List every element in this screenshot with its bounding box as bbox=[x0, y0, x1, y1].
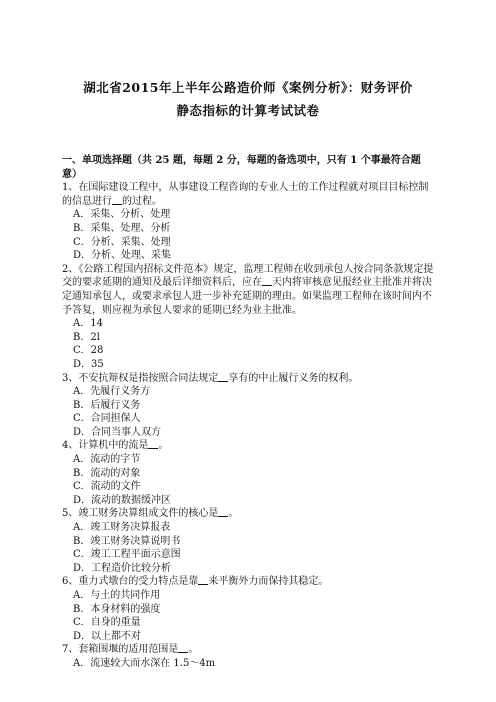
option-a: A．先履行义务方 bbox=[73, 386, 151, 398]
question-4 bbox=[62, 439, 434, 507]
question-7 bbox=[62, 643, 434, 670]
document-title-line-1: 湖北省2015年上半年公路造价师《案例分析》：财务评价 bbox=[83, 80, 413, 95]
option-a: A．与土的共同作用 bbox=[73, 590, 161, 601]
answer-blank bbox=[218, 507, 228, 517]
option-c: C．自身的重量 bbox=[73, 617, 141, 629]
question-text bbox=[62, 372, 434, 386]
option-d: D．以上都不对 bbox=[73, 630, 142, 642]
question-stem-end: 。 bbox=[188, 644, 199, 656]
question-text bbox=[62, 575, 434, 589]
option-b: B．后履行义务 bbox=[73, 399, 141, 411]
question-text bbox=[62, 181, 434, 208]
question-stem-end: 天内将审核意见报经业主批准并将决定通知承包人，或要求承包人进一步补充延期的理由。如果监理工程师在该时间内不予答复，则应视为承包人要求的延期已经为业主批准。 bbox=[62, 277, 432, 316]
option-a: A．竣工财务决算报表 bbox=[73, 522, 171, 534]
question-stem-end: 的过程。 bbox=[122, 195, 162, 207]
question-stem: 4、计算机中的流是 bbox=[62, 440, 149, 452]
question-stem-end: 享有的中止履行义务的权利。 bbox=[228, 372, 359, 384]
option-c: C．竣工工程平面示意图 bbox=[73, 549, 181, 561]
answer-blank bbox=[148, 439, 158, 449]
answer-blank bbox=[198, 575, 208, 585]
question-text bbox=[62, 439, 434, 453]
question-3 bbox=[62, 372, 434, 440]
question-text bbox=[62, 643, 434, 657]
answer-blank bbox=[112, 195, 122, 205]
option-c: C．28 bbox=[73, 345, 104, 357]
option-d: D．合同当事人双方 bbox=[73, 426, 162, 438]
option-d: D．35 bbox=[73, 358, 104, 370]
option-a: A．流动的字节 bbox=[73, 454, 141, 466]
option-c: C．分析、采集、处理 bbox=[73, 236, 171, 248]
question-2 bbox=[62, 263, 434, 372]
question-stem-end: 。 bbox=[158, 440, 169, 452]
question-stem: 7、套箱围堰的适用范围是 bbox=[62, 644, 179, 656]
option-c: C．合同担保人 bbox=[73, 413, 141, 425]
question-6 bbox=[62, 575, 434, 643]
question-5 bbox=[62, 507, 434, 575]
question-text bbox=[62, 507, 434, 521]
option-c: C．流动的文件 bbox=[73, 481, 141, 493]
section-heading: 一、单项选择题（共 25 题，每题 2 分，每题的备选项中，只有 1 个事最符合题意） bbox=[62, 155, 421, 180]
document-body bbox=[62, 154, 434, 671]
document-title-line-2: 静态指标的计算考试试卷 bbox=[176, 103, 320, 118]
answer-blank bbox=[218, 372, 228, 382]
option-b: B．2l bbox=[73, 331, 100, 343]
question-text bbox=[62, 263, 434, 317]
option-a: A．14 bbox=[73, 318, 103, 330]
question-stem: 2、《公路工程国内招标文件范本》规定，监理工程师在收到承包人按合同条款规定提交的要求延期的通知及最后详细资料后，应在 bbox=[62, 263, 434, 289]
option-d: D．分析、处理、采集 bbox=[73, 250, 172, 262]
answer-blank bbox=[262, 276, 272, 286]
question-1 bbox=[62, 181, 434, 263]
question-stem: 5、竣工财务决算组成文件的核心是 bbox=[62, 508, 219, 520]
option-d: D．流动的数据缓冲区 bbox=[73, 494, 172, 506]
question-stem: 6、重力式墩台的受力特点是靠 bbox=[62, 576, 199, 588]
option-d: D．工程造价比较分析 bbox=[73, 562, 172, 574]
option-b: B．本身材料的强度 bbox=[73, 603, 161, 615]
question-stem-end: 来平衡外力而保持其稳定。 bbox=[208, 576, 329, 588]
option-a: A．流速较大而水深在 1.5～4m bbox=[73, 657, 216, 669]
question-stem: 1、在国际建设工程中，从事建设工程咨询的专业人士的工作过程就对项目目标控制的信息进行 bbox=[62, 182, 429, 207]
option-b: B．采集、处理、分析 bbox=[73, 222, 171, 234]
answer-blank bbox=[178, 643, 188, 653]
option-a: A．采集、分析、处理 bbox=[73, 209, 171, 221]
question-stem-end: 。 bbox=[228, 508, 239, 520]
option-b: B．流动的对象 bbox=[73, 467, 141, 479]
question-stem: 3、不安抗辩权是指按照合同法规定 bbox=[62, 372, 219, 384]
option-b: B．竣工财务决算说明书 bbox=[73, 535, 181, 547]
